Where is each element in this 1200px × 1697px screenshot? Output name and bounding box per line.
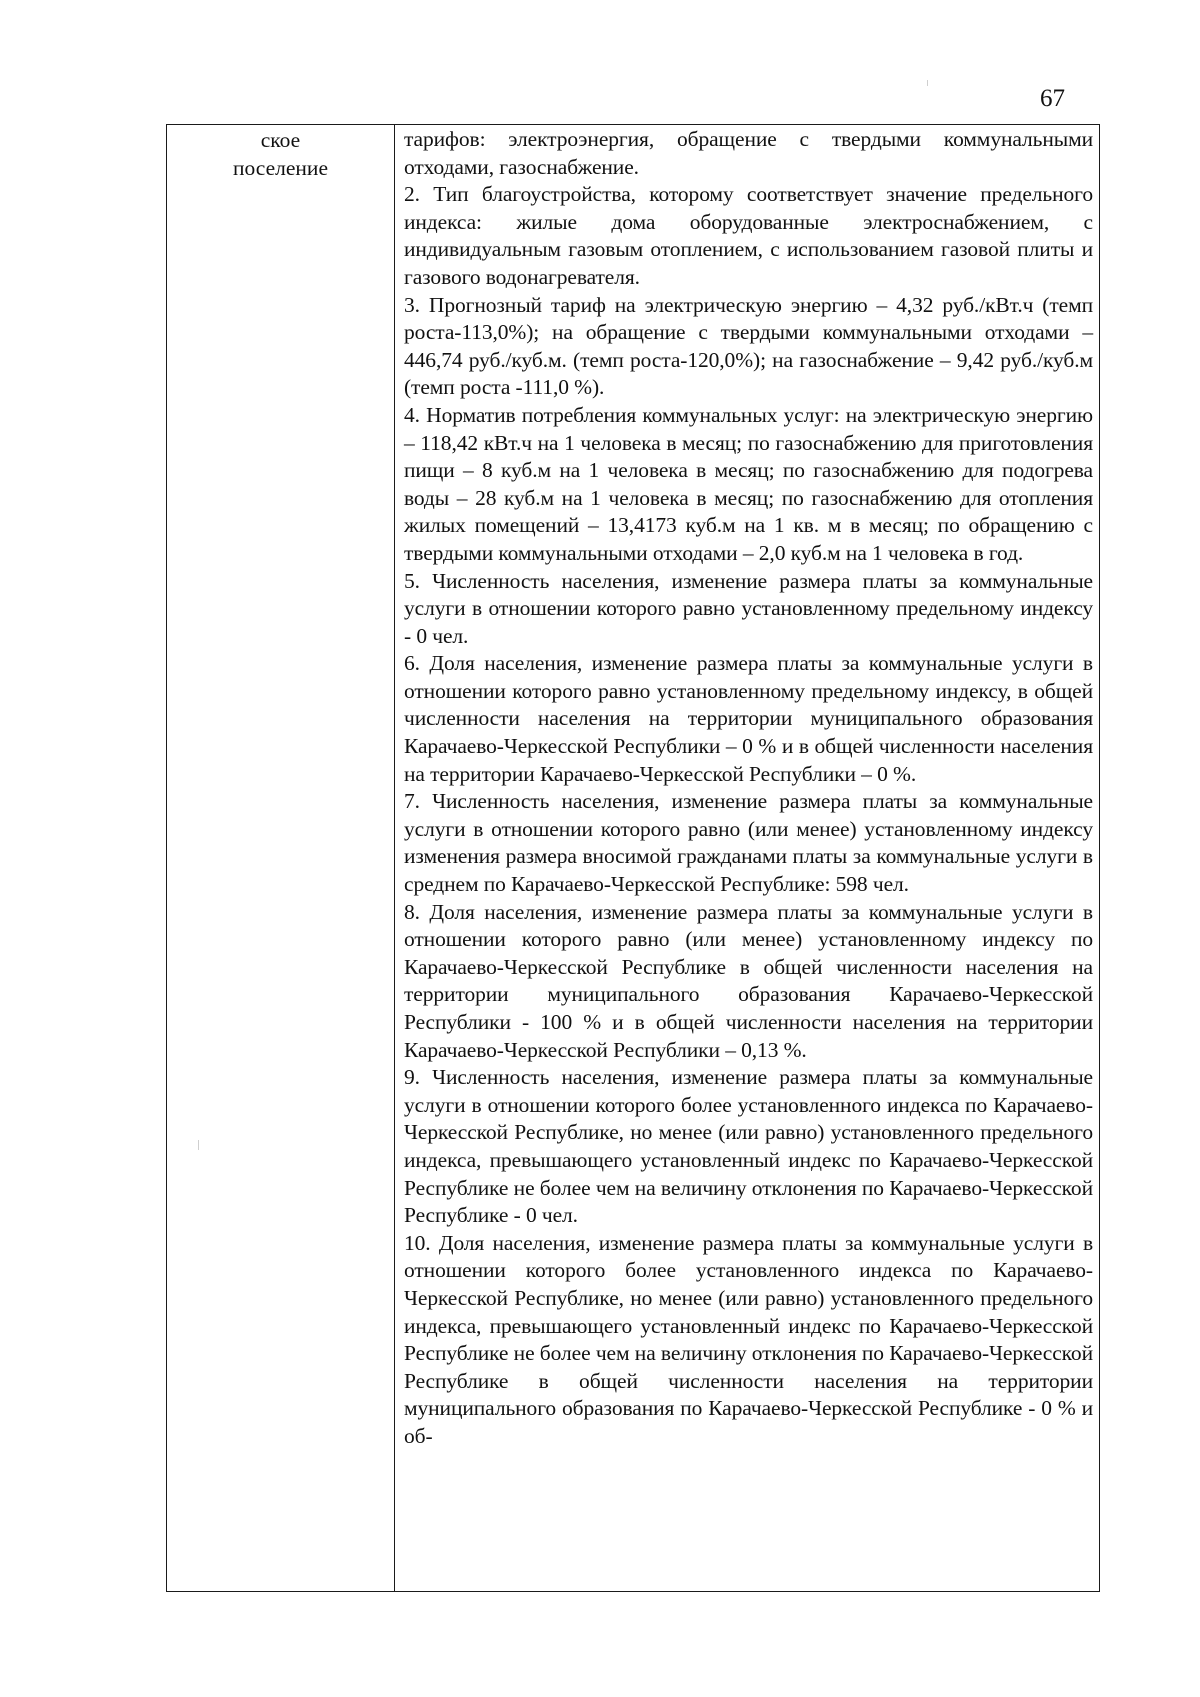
scan-artifact-mark (927, 80, 928, 86)
page-number: 67 (1040, 85, 1065, 112)
paragraph-item-5: 5. Численность населения, изменение размера платы за коммунальные услуги в отношении которого равно установленному предельному индексу - 0 чел. (404, 568, 1093, 648)
paragraph-item-9: 9. Численность населения, изменение размера платы за коммунальные услуги в отношении которого более установленного индекса по Карачаево-Черкесской Республике, но менее (или равно) установленного предельного индекса, превышающего установленный индекс по Карачаево-Черкесской Республике не более чем на величину отклонения по Карачаево-Черкесской Республике - 0 чел. (404, 1065, 1093, 1228)
paragraph-tariffs: тарифов: электроэнергия, обращение с твердыми коммунальными отходами, газоснабжение. (404, 127, 1093, 179)
scan-artifact-mark (198, 1140, 199, 1150)
municipality-cell (167, 125, 395, 1591)
municipality-name-line-2: поселение (233, 155, 328, 180)
paragraph-item-2: 2. Тип благоустройства, которому соответствует значение предельного индекса: жилые дома оборудованные электроснабжением, с индивидуальным газовым отоплением, с использованием газовой плиты и газового водонагревателя. (404, 182, 1093, 289)
paragraph-item-8: 8. Доля населения, изменение размера платы за коммунальные услуги в отношении которого равно (или менее) установленному индексу по Карачаево-Черкесской Республике в общей численности населения на территории муниципального образования Карачаево-Черкесской Республики - 100 % и в общей численности населения на территории Карачаево-Черкесской Республики – 0,13 %. (404, 899, 1093, 1062)
indicators-cell (395, 125, 1101, 1591)
paragraph-item-6: 6. Доля населения, изменение размера платы за коммунальные услуги в отношении которого равно установленному предельному индексу, в общей численности населения на территории муниципального образования Карачаево-Черкесской Республики – 0 % и в общей численности населения на территории Карачаево-Черкесской Республики – 0 %. (404, 651, 1093, 786)
document-table (166, 124, 1100, 1592)
paragraph-item-3: 3. Прогнозный тариф на электрическую энергию – 4,32 руб./кВт.ч (темп роста-113,0%); на обращение с твердыми коммунальными отходами – 446,74 руб./куб.м. (темп роста-120,0%); на газоснабжение – 9,42 руб./куб.м (темп роста -111,0 %). (404, 292, 1093, 400)
paragraph-item-10: 10. Доля населения, изменение размера платы за коммунальные услуги в отношении которого более установленного индекса по Карачаево-Черкесской Республике, но менее (или равно) установленного предельного индекса, превышающего установленный индекс по Карачаево-Черкесской Республике не более чем на величину отклонения по Карачаево-Черкесской Республике в общей численности населения на территории муниципального образования по Карачаево-Черкесской Республике - 0 % и об- (404, 1230, 1093, 1448)
municipality-name-line-1: ское (260, 128, 301, 152)
paragraph-item-4: 4. Норматив потребления коммунальных услуг: на электрическую энергию – 118,42 кВт.ч на 1 человека в месяц; по газоснабжению для приготовления пищи – 8 куб.м на 1 человека в месяц; по газоснабжению для подогрева воды – 28 куб.м на 1 человека в месяц; по газоснабжению для отопления жилых помещений – 13,4173 куб.м на 1 кв. м в месяц; по обращению с твердыми коммунальными отходами – 2,0 куб.м на 1 человека в год. (404, 402, 1093, 565)
paragraph-item-7: 7. Численность населения, изменение размера платы за коммунальные услуги в отношении которого равно (или менее) установленному индексу изменения размера вносимой гражданами платы за коммунальные услуги в среднем по Карачаево-Черкесской Республике: 598 чел. (404, 789, 1093, 897)
